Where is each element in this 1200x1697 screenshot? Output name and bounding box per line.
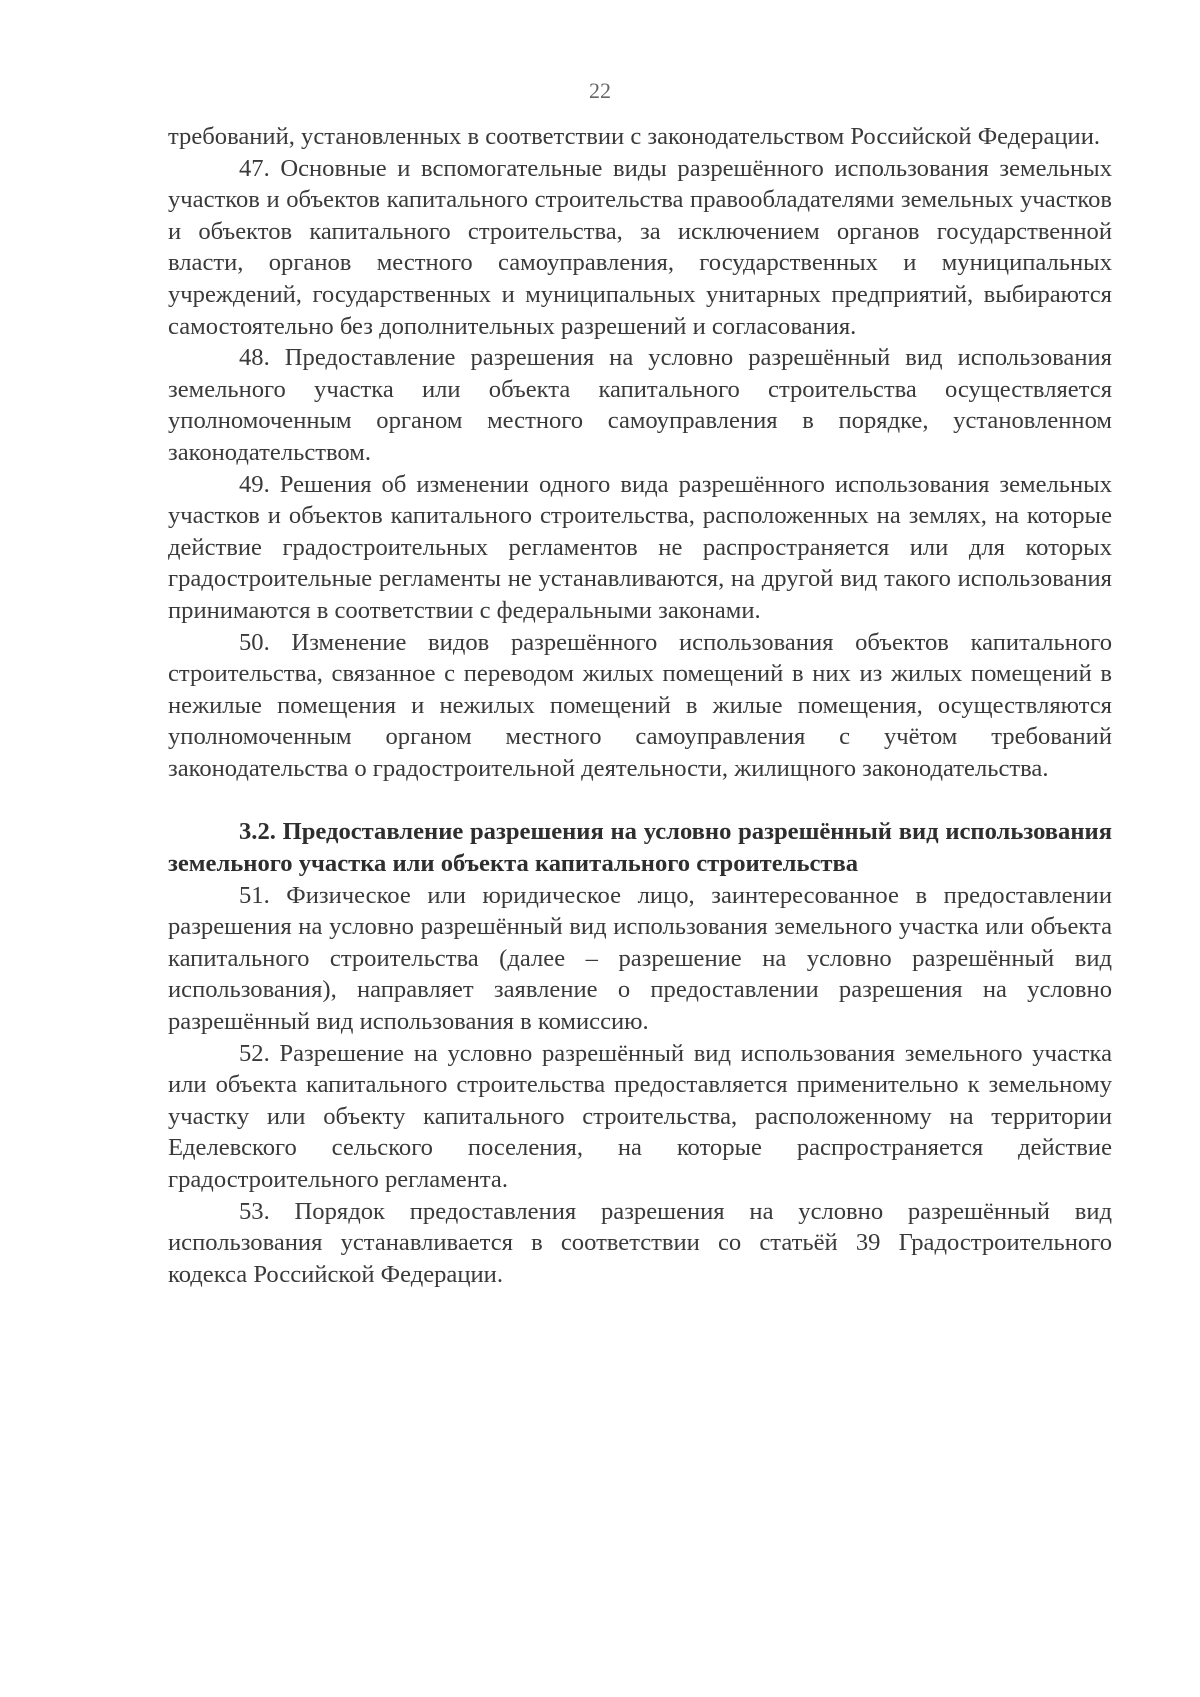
paragraph-group-2 <box>168 880 1112 1291</box>
section-heading: 3.2. Предоставление разрешения на условно разрешённый вид использования земельного участка или объекта капитального строительства <box>168 818 1112 878</box>
paragraph-47: 47. Основные и вспомогательные виды разрешённого использования земельных участков и объектов капитального строительства правообладателями земельных участков и объектов капитального строительства, за исключением органов государственной власти, органов местного самоуправления, государственных и муниципальных учреждений, государственных и муниципальных унитарных предприятий, выбираются самостоятельно без дополнительных разрешений и согласования. <box>168 154 1112 340</box>
paragraph-49: 49. Решения об изменении одного вида разрешённого использования земельных участков и объектов капитального строительства, расположенных на землях, на которые действие градостроительных регламентов не распространяется или для которых градостроительные регламенты не устанавливаются, на другой вид такого использования принимаются в соответствии с федеральными законами. <box>168 470 1112 624</box>
paragraph-52: 52. Разрешение на условно разрешённый вид использования земельного участка или объекта капитального строительства предоставляется применительно к земельному участку или объекту капитального строительства, расположенному на территории Еделевского сельского поселения, на которые распространяется действие градостроительного регламента. <box>168 1039 1112 1193</box>
paragraph-51: 51. Физическое или юридическое лицо, заинтересованное в предоставлении разрешения на условно разрешённый вид использования земельного участка или объекта капитального строительства (далее – разрешение на условно разрешённый вид использования), направляет заявление о предоставлении разрешения на условно разрешённый вид использования в комиссию. <box>168 881 1112 1036</box>
paragraph-53: 53. Порядок предоставления разрешения на условно разрешённый вид использования устанавливается в соответствии со статьёй 39 Градостроительного кодекса Российской Федерации. <box>168 1197 1112 1288</box>
paragraph-48: 48. Предоставление разрешения на условно разрешённый вид использования земельного участка или объекта капитального строительства осуществляется уполномоченным органом местного самоуправления в порядке, установленном законодательством. <box>168 344 1112 466</box>
paragraph-group-1 <box>168 153 1112 785</box>
page-number: 22 <box>589 78 611 103</box>
intro-paragraph: требований, установленных в соответствии с законодательством Российской Федерации. <box>168 123 1101 150</box>
document-body <box>168 121 1112 1290</box>
paragraph-50: 50. Изменение видов разрешённого использования объектов капитального строительства, связанное с переводом жилых помещений в них из жилых помещений в нежилые помещения и нежилых помещений в жилые помещения, осуществляются уполномоченным органом местного самоуправления с учётом требований законодательства о градостроительной деятельности, жилищного законодательства. <box>168 628 1112 782</box>
